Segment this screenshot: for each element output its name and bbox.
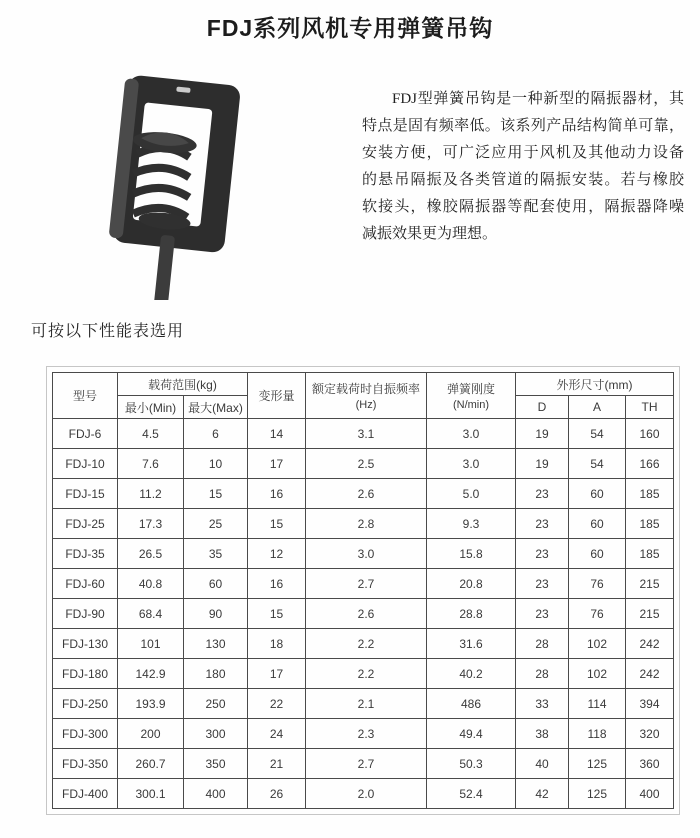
cell-stiffness: 20.8 (427, 569, 516, 599)
cell-deformation: 17 (248, 659, 306, 689)
cell-max: 6 (184, 419, 248, 449)
cell-a: 114 (569, 689, 626, 719)
header-model: 型号 (53, 373, 118, 419)
header-dimensions: 外形尺寸(mm) (516, 373, 674, 396)
cell-min: 300.1 (118, 779, 184, 809)
cell-a: 60 (569, 539, 626, 569)
cell-d: 23 (516, 569, 569, 599)
cell-max: 400 (184, 779, 248, 809)
cell-th: 185 (626, 479, 674, 509)
cell-max: 300 (184, 719, 248, 749)
table-row (53, 779, 674, 809)
cell-min: 101 (118, 629, 184, 659)
table-row (53, 629, 674, 659)
cell-model: FDJ-400 (53, 779, 118, 809)
cell-frequency: 3.0 (306, 539, 427, 569)
cell-deformation: 16 (248, 479, 306, 509)
spec-table (52, 372, 674, 809)
cell-frequency: 2.1 (306, 689, 427, 719)
cell-d: 23 (516, 599, 569, 629)
cell-th: 215 (626, 569, 674, 599)
cell-model: FDJ-90 (53, 599, 118, 629)
cell-d: 38 (516, 719, 569, 749)
cell-stiffness: 15.8 (427, 539, 516, 569)
intro-line: 减振效果更为理想。 (362, 226, 498, 242)
cell-th: 185 (626, 539, 674, 569)
cell-d: 23 (516, 509, 569, 539)
cell-deformation: 16 (248, 569, 306, 599)
cell-stiffness: 3.0 (427, 419, 516, 449)
cell-d: 40 (516, 749, 569, 779)
intro-paragraph (362, 86, 684, 248)
table-row (53, 419, 674, 449)
cell-model: FDJ-300 (53, 719, 118, 749)
cell-d: 42 (516, 779, 569, 809)
spec-table-header (53, 373, 674, 419)
table-row (53, 539, 674, 569)
cell-min: 40.8 (118, 569, 184, 599)
cell-stiffness: 40.2 (427, 659, 516, 689)
cell-min: 260.7 (118, 749, 184, 779)
header-frequency (306, 373, 427, 419)
header-frequency-label: 额定载荷时自振频率 (312, 382, 421, 396)
cell-max: 10 (184, 449, 248, 479)
cell-model: FDJ-35 (53, 539, 118, 569)
table-row (53, 689, 674, 719)
intro-line: 软接头，橡胶隔振器等配套使用，隔振器降噪 (362, 199, 684, 215)
cell-a: 125 (569, 749, 626, 779)
cell-frequency: 2.6 (306, 479, 427, 509)
spring-hanger-illustration (92, 70, 262, 300)
cell-max: 15 (184, 479, 248, 509)
cell-deformation: 21 (248, 749, 306, 779)
cell-a: 54 (569, 449, 626, 479)
cell-a: 118 (569, 719, 626, 749)
cell-deformation: 18 (248, 629, 306, 659)
header-stiffness (427, 373, 516, 419)
header-load-range: 载荷范围(kg) (118, 373, 248, 396)
cell-frequency: 2.6 (306, 599, 427, 629)
cell-th: 215 (626, 599, 674, 629)
spec-table-body (53, 419, 674, 809)
cell-th: 242 (626, 659, 674, 689)
cell-stiffness: 5.0 (427, 479, 516, 509)
cell-a: 125 (569, 779, 626, 809)
table-row (53, 719, 674, 749)
cell-stiffness: 28.8 (427, 599, 516, 629)
cell-d: 33 (516, 689, 569, 719)
selection-note: 可按以下性能表选用 (31, 323, 185, 340)
cell-min: 17.3 (118, 509, 184, 539)
table-row (53, 659, 674, 689)
cell-a: 54 (569, 419, 626, 449)
cell-max: 25 (184, 509, 248, 539)
header-deformation: 变形量 (248, 373, 306, 419)
intro-line: 安装方便，可广泛应用于风机及其他动力设备 (362, 145, 684, 161)
cell-min: 7.6 (118, 449, 184, 479)
header-load-min: 最小(Min) (118, 396, 184, 419)
cell-d: 28 (516, 629, 569, 659)
cell-th: 400 (626, 779, 674, 809)
cell-th: 320 (626, 719, 674, 749)
table-row (53, 449, 674, 479)
intro-line: FDJ型弹簧吊钩是一种新型的隔振器材，其 (392, 91, 684, 107)
table-row (53, 569, 674, 599)
cell-th: 360 (626, 749, 674, 779)
cell-th: 160 (626, 419, 674, 449)
table-row (53, 509, 674, 539)
cell-stiffness: 52.4 (427, 779, 516, 809)
cell-a: 60 (569, 509, 626, 539)
cell-min: 193.9 (118, 689, 184, 719)
cell-max: 90 (184, 599, 248, 629)
header-stiffness-unit: (N/min) (452, 399, 490, 411)
page-title: FDJ系列风机专用弹簧吊钩 (206, 15, 494, 41)
cell-a: 60 (569, 479, 626, 509)
cell-stiffness: 49.4 (427, 719, 516, 749)
cell-frequency: 3.1 (306, 419, 427, 449)
cell-model: FDJ-25 (53, 509, 118, 539)
cell-a: 76 (569, 569, 626, 599)
header-stiffness-label: 弹簧刚度 (447, 382, 496, 396)
cell-stiffness: 31.6 (427, 629, 516, 659)
cell-max: 250 (184, 689, 248, 719)
cell-d: 19 (516, 419, 569, 449)
cell-a: 102 (569, 629, 626, 659)
cell-model: FDJ-6 (53, 419, 118, 449)
cell-max: 35 (184, 539, 248, 569)
cell-min: 200 (118, 719, 184, 749)
cell-min: 142.9 (118, 659, 184, 689)
cell-deformation: 22 (248, 689, 306, 719)
cell-model: FDJ-180 (53, 659, 118, 689)
table-row (53, 749, 674, 779)
header-dim-a: A (569, 396, 626, 419)
cell-model: FDJ-10 (53, 449, 118, 479)
intro-line: 的悬吊隔振及各类管道的隔振安装。若与橡胶 (362, 172, 684, 188)
cell-frequency: 2.2 (306, 659, 427, 689)
cell-a: 102 (569, 659, 626, 689)
cell-min: 68.4 (118, 599, 184, 629)
cell-d: 19 (516, 449, 569, 479)
cell-stiffness: 50.3 (427, 749, 516, 779)
cell-frequency: 2.2 (306, 629, 427, 659)
spec-table-container (46, 366, 680, 815)
cell-a: 76 (569, 599, 626, 629)
cell-model: FDJ-130 (53, 629, 118, 659)
cell-model: FDJ-250 (53, 689, 118, 719)
cell-max: 60 (184, 569, 248, 599)
cell-stiffness: 3.0 (427, 449, 516, 479)
cell-stiffness: 9.3 (427, 509, 516, 539)
cell-th: 394 (626, 689, 674, 719)
header-dim-d: D (516, 396, 569, 419)
cell-d: 23 (516, 479, 569, 509)
cell-th: 242 (626, 629, 674, 659)
cell-stiffness: 486 (427, 689, 516, 719)
cell-model: FDJ-15 (53, 479, 118, 509)
cell-th: 185 (626, 509, 674, 539)
cell-frequency: 2.0 (306, 779, 427, 809)
cell-model: FDJ-60 (53, 569, 118, 599)
cell-deformation: 14 (248, 419, 306, 449)
cell-min: 11.2 (118, 479, 184, 509)
product-photo (92, 70, 262, 300)
cell-frequency: 2.7 (306, 569, 427, 599)
header-dim-th: TH (626, 396, 674, 419)
cell-max: 350 (184, 749, 248, 779)
cell-model: FDJ-350 (53, 749, 118, 779)
table-row (53, 479, 674, 509)
cell-d: 23 (516, 539, 569, 569)
cell-deformation: 17 (248, 449, 306, 479)
cell-max: 130 (184, 629, 248, 659)
cell-frequency: 2.8 (306, 509, 427, 539)
cell-min: 26.5 (118, 539, 184, 569)
table-row (53, 599, 674, 629)
cell-deformation: 15 (248, 599, 306, 629)
cell-frequency: 2.7 (306, 749, 427, 779)
cell-deformation: 15 (248, 509, 306, 539)
cell-max: 180 (184, 659, 248, 689)
header-frequency-unit: (Hz) (355, 399, 377, 411)
cell-frequency: 2.5 (306, 449, 427, 479)
cell-th: 166 (626, 449, 674, 479)
cell-min: 4.5 (118, 419, 184, 449)
cell-deformation: 12 (248, 539, 306, 569)
cell-d: 28 (516, 659, 569, 689)
intro-line: 特点是固有频率低。该系列产品结构简单可靠， (362, 118, 684, 134)
cell-frequency: 2.3 (306, 719, 427, 749)
cell-deformation: 24 (248, 719, 306, 749)
cell-deformation: 26 (248, 779, 306, 809)
header-load-max: 最大(Max) (184, 396, 248, 419)
